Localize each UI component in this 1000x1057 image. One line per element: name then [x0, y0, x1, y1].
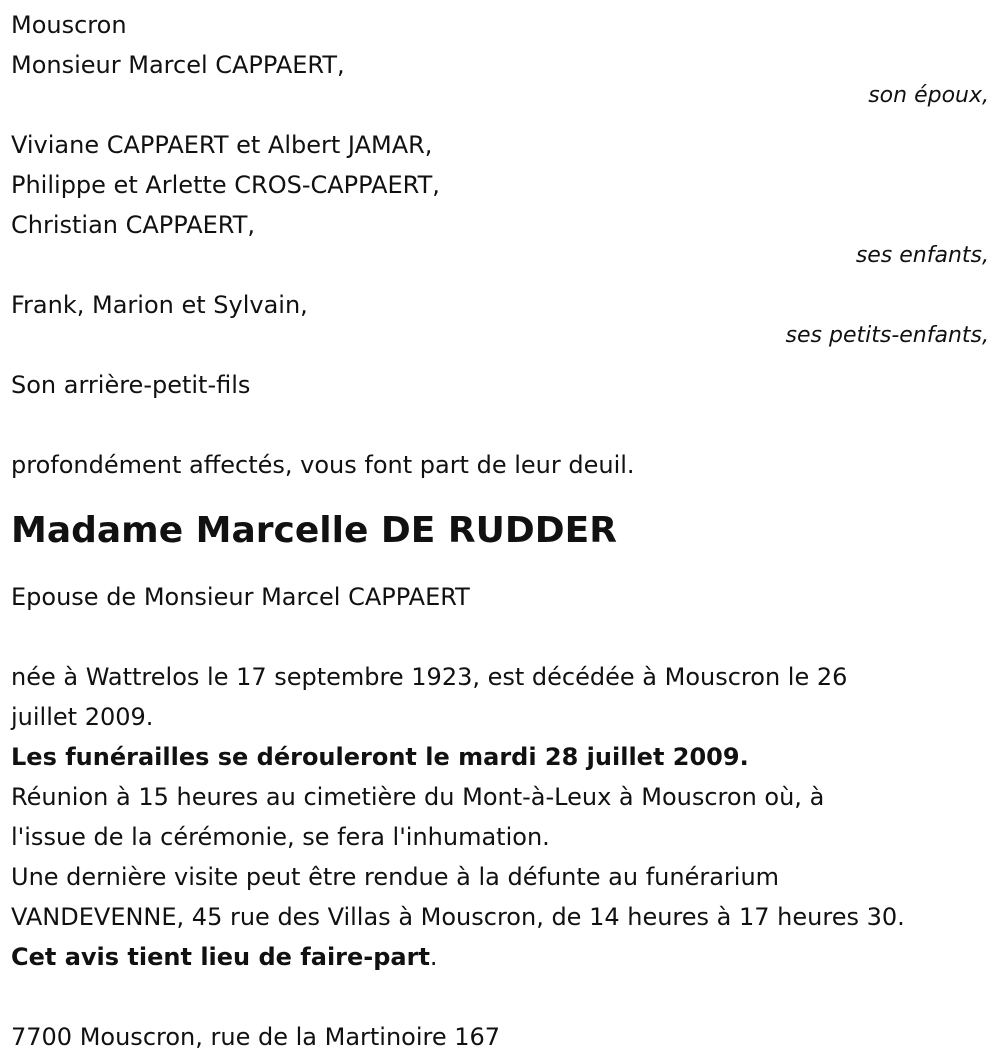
grandchildren-names: Frank, Marion et Sylvain,: [11, 291, 308, 319]
notice-bold-text: Cet avis tient lieu de faire-part: [11, 943, 430, 971]
visit-info: Une dernière visite peut être rendue à la défunte au funérarium: [11, 863, 780, 891]
deceased-spouse-line: Epouse de Monsieur Marcel CAPPAERT: [11, 583, 470, 611]
spacer: [11, 267, 989, 285]
address-line: 7700 Mouscron, rue de la Martinoire 167: [11, 1023, 501, 1051]
child-name: Philippe et Arlette CROS-CAPPAERT,: [11, 171, 440, 199]
notice-end-punct: .: [429, 943, 438, 971]
announcement-text: profondément affectés, vous font part de leur deuil.: [11, 451, 635, 479]
child-name: Christian CAPPAERT,: [11, 211, 256, 239]
birth-death-line: juillet 2009.: [11, 703, 154, 731]
child-name: Viviane CAPPAERT et Albert JAMAR,: [11, 131, 433, 159]
visit-info: VANDEVENNE, 45 rue des Villas à Mouscron, de 14 heures à 17 heures 30.: [11, 903, 905, 931]
meeting-info: Réunion à 15 heures au cimetière du Mont-à-Leux à Mouscron où, à: [11, 783, 825, 811]
spacer: [11, 405, 989, 445]
children-role: ses enfants,: [855, 243, 989, 268]
notice-line: [11, 937, 989, 977]
spacer: [11, 977, 989, 1017]
city-heading: Mouscron: [11, 11, 127, 39]
deceased-name: Madame Marcelle DE RUDDER: [11, 510, 617, 551]
funeral-date: Les funérailles se dérouleront le mardi 28 juillet 2009.: [11, 743, 749, 771]
spacer: [11, 617, 989, 657]
grandchildren-role: ses petits-enfants,: [785, 323, 989, 348]
birth-death-line: née à Wattrelos le 17 septembre 1923, est décédée à Mouscron le 26: [11, 663, 848, 691]
spacer: [11, 347, 989, 365]
spacer: [11, 485, 989, 507]
obituary-notice: [11, 5, 989, 1057]
spouse-name: Monsieur Marcel CAPPAERT,: [11, 51, 345, 79]
spacer: [11, 555, 989, 577]
meeting-info: l'issue de la cérémonie, se fera l'inhumation.: [11, 823, 550, 851]
spacer: [11, 107, 989, 125]
spouse-role: son époux,: [868, 83, 989, 108]
great-grandchild: Son arrière-petit-fils: [11, 371, 251, 399]
